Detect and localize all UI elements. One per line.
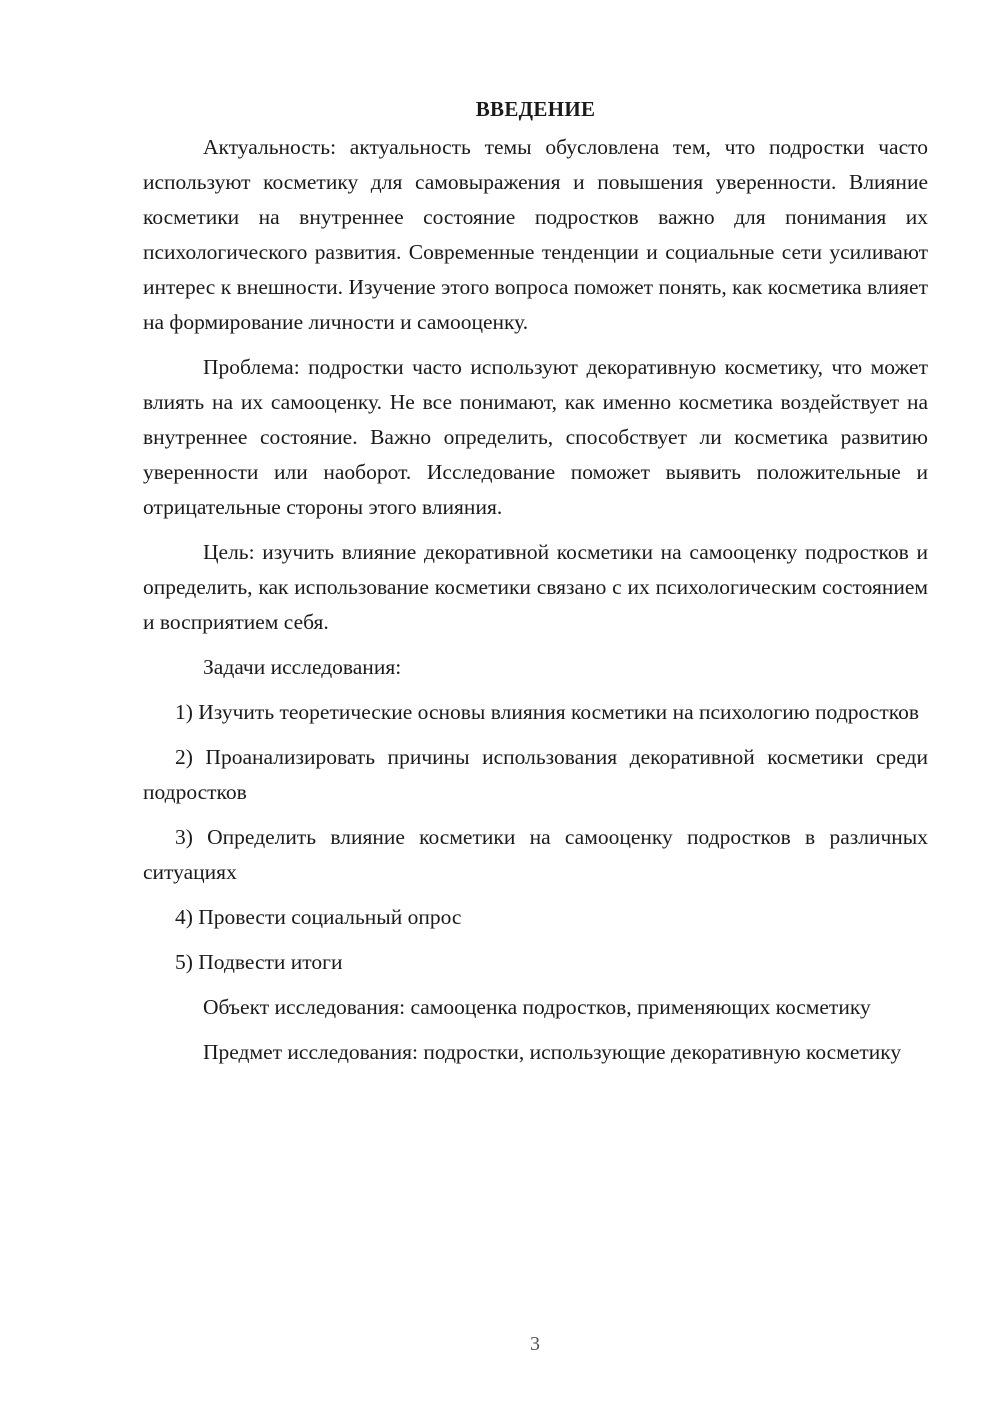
paragraph-relevance: Актуальность: актуальность темы обусловлена тем, что подростки часто используют косметику для самовыражения и повышения уверенности. Влияние косметики на внутреннее состояние подростков важно для понимания их психологического развития. Современные тенденции и социальные сети усиливают интерес к внешности. Изучение этого вопроса поможет понять, как косметика влияет на формирование личности и самооценку. [143, 135, 928, 334]
document-page [143, 92, 928, 1080]
tasks-heading: Задачи исследования: [203, 655, 402, 679]
task-item-2: 2) Проанализировать причины использования декоративной косметики среди подростков [143, 745, 928, 804]
paragraph-goal: Цель: изучить влияние декоративной косметики на самооценку подростков и определить, как использование косметики связано с их психологическим состоянием и восприятием себя. [143, 540, 928, 634]
tasks-list [143, 695, 928, 980]
task-item-1: 1) Изучить теоретические основы влияния косметики на психологию подростков [175, 700, 919, 724]
task-item-3: 3) Определить влияние косметики на самооценку подростков в различных ситуациях [143, 825, 928, 884]
paragraph-problem: Проблема: подростки часто используют декоративную косметику, что может влиять на их самооценку. Не все понимают, как именно косметика воздействует на внутреннее состояние. Важно определить, способствует ли косметика развитию уверенности или наоборот. Исследование поможет выявить положительные и отрицательные стороны этого влияния. [143, 355, 928, 519]
task-item-5: 5) Подвести итоги [175, 950, 343, 974]
page-number: 3 [530, 1333, 540, 1355]
section-title: ВВЕДЕНИЕ [475, 97, 596, 121]
paragraph-object: Объект исследования: самооценка подростков, применяющих косметику [203, 995, 871, 1019]
task-item-4: 4) Провести социальный опрос [175, 905, 462, 929]
paragraph-subject: Предмет исследования: подростки, использующие декоративную косметику [203, 1040, 902, 1064]
